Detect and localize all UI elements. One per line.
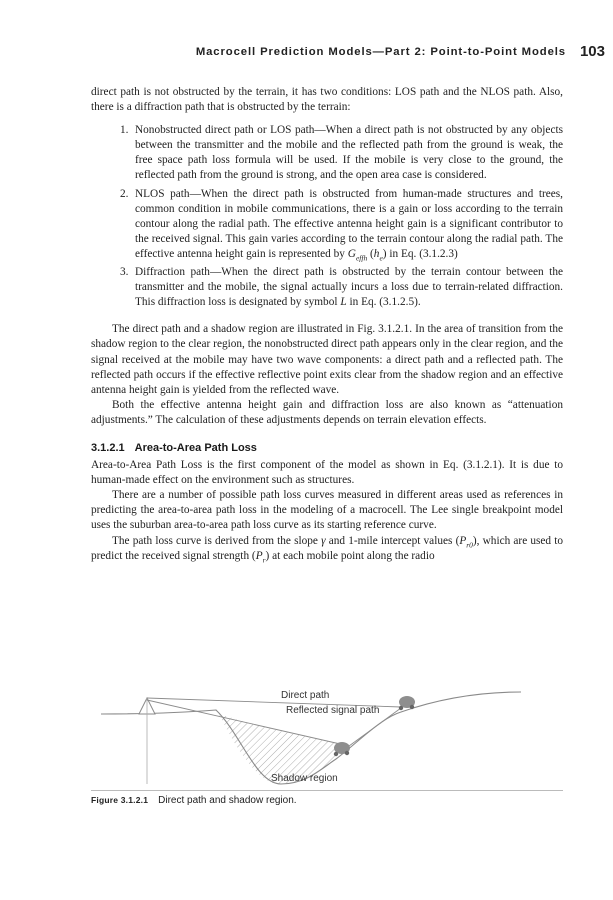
figure-caption (91, 795, 297, 806)
shadow-region-label: Shadow region (271, 773, 338, 784)
figure-label: Figure 3.1.2.1 (91, 795, 149, 805)
received-power-symbol: $P_r$ (255, 549, 266, 564)
list-number: 1. (120, 124, 129, 137)
mobile-vehicle-icon (399, 696, 415, 710)
loss-symbol: L (340, 296, 347, 309)
transmitter-antenna-icon (139, 698, 155, 784)
section-heading (91, 441, 563, 456)
caption-text: Direct path and shadow region. (158, 795, 297, 806)
list-item (91, 123, 563, 183)
list-text: Nonobstructed direct path or LOS path—When a direct path is not obstructed by any objects between the transmitter and the mobile and the reflected path from the ground is weak, the free space path loss formula will be used. If the mobile is very close to the ground, the reflected path from the ground is strong, and the open area case is considered. (135, 124, 563, 182)
list-text: Diffraction path—When the direct path is obstructed by the terrain contour between the transmitter and the mobile, the signal actually incurs a loss due to terrain-related diffraction. This diffraction loss is designated by symbol (135, 266, 563, 309)
list-tail: in Eq. (3.1.2.3) (389, 247, 458, 260)
height-symbol: $h_e$ (373, 247, 383, 263)
direct-path-label: Direct path (281, 690, 330, 701)
figure-3-1-2-1 (91, 674, 563, 814)
conditions-list (91, 123, 563, 310)
section-number: 3.1.2.1 (91, 441, 125, 454)
paragraph: The direct path and a shadow region are illustrated in Fig. 3.1.2.1. In the area of transition from the shadow region to the clear region, the nonobstructed direct path appears only in the clear region, and the signal received at the mobile may have two wave components: a direct path and a reflected path. The reflected path occurs if the effective reflective point exits clear from the shadow region and an effective antenna height gain is yielded from the reflected wave. (91, 323, 563, 396)
list-item: 2. NLOS path—When the direct path is obstructed from human-made structures and trees, common condition in mobile communications, there is a gain or loss according to the terrain contour along the radial path. The effective antenna height gain is a significant contributor to the received signal. This gain varies according to the terrain contour along the radial path. The effective antenna height gain is represented by $G_{effh}$ $(h_e)$ in Eq. (3.1.2.3) (120, 187, 563, 263)
running-header (90, 43, 605, 60)
page-number: 103 (579, 43, 605, 60)
section-title: Area-to-Area Path Loss (134, 441, 257, 454)
list-text: NLOS path—When the direct path is obstructed from human-made structures and trees, common condition in mobile communications, there is a gain or loss according to the terrain contour along the radial path. The effective antenna height gain is a significant contributor to the received signal. This gain varies according to the terrain contour along the radial path. The effective antenna height gain is represented by (135, 187, 563, 260)
list-number: 2. (120, 187, 129, 200)
list-number: 3. (120, 266, 129, 279)
reflected-path-label: Reflected signal path (286, 705, 380, 716)
paragraph: There are a number of possible path loss curves measured in different areas used as references in predicting the area-to-area path loss in the modeling of a macrocell. The Lee single breakpoint model uses the suburban area-to-area path loss curve as its starting reference curve. (91, 489, 563, 532)
body-text (91, 85, 563, 564)
paragraph: Area-to-Area Path Loss is the first component of the model as shown in Eq. (3.1.2.1). It is due to human-made effect on the environment such as structures. (91, 459, 563, 487)
gain-symbol: $G_{effh}$ (347, 247, 368, 263)
terrain-diagram (91, 674, 563, 790)
running-title: Macrocell Prediction Models—Part 2: Point-to-Point Models (195, 46, 566, 58)
gamma-symbol: γ (321, 534, 326, 547)
list-tail: in Eq. (3.1.2.5). (349, 296, 421, 309)
intro-paragraph: direct path is not obstructed by the terrain, it has two conditions: LOS path and the NLOS path. Also, there is a diffraction path that is obstructed by the terrain: (91, 86, 563, 114)
list-item (91, 265, 563, 310)
paragraph: Both the effective antenna height gain and diffraction loss are also known as “attenuation adjustments.” The calculation of these adjustments depends on terrain elevation effects. (91, 398, 563, 426)
caption-rule (91, 790, 563, 791)
intercept-symbol: $P_{r0}$ (459, 534, 473, 549)
paragraph: The path loss curve is derived from the slope γ and 1-mile intercept values $(P_{r0})$, which are used to predict the received signal strength $(P_r)$ at each mobile point along the radio (91, 534, 564, 564)
